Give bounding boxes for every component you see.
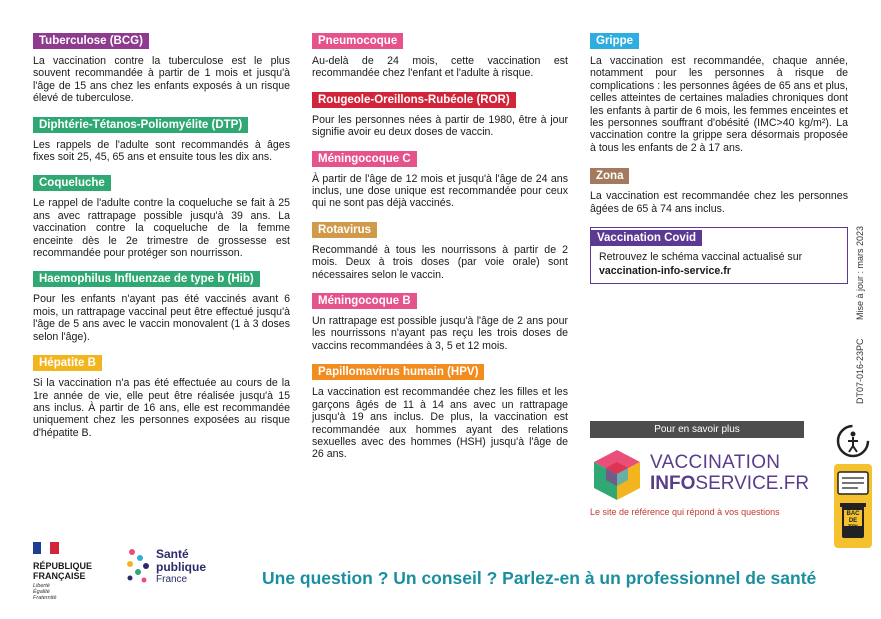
section-ror xyxy=(312,90,568,139)
covid-text xyxy=(591,246,847,283)
section-title: Grippe xyxy=(590,33,639,49)
section-text: Au-delà de 24 mois, cette vaccination est recommandée chez l'enfant et l'adulte à risque. xyxy=(312,55,568,80)
rf-motto xyxy=(33,583,92,601)
section-title: Hépatite B xyxy=(33,355,102,371)
section-dtp xyxy=(33,115,290,164)
section-title: Pneumocoque xyxy=(312,33,403,49)
section-coqueluche xyxy=(33,173,290,259)
section-title: Diphtérie-Tétanos-Poliomyélite (DTP) xyxy=(33,117,248,133)
document-code-vertical xyxy=(853,330,867,410)
logo-tagline: Le site de référence qui répond à vos questions xyxy=(590,507,780,517)
section-hpv xyxy=(312,362,568,460)
rf-motto1: Liberté xyxy=(33,583,50,589)
spf-line2: publique xyxy=(156,560,206,574)
spf-line1: Santé xyxy=(156,547,189,561)
section-title: Haemophilus Influenzae de type b (Hib) xyxy=(33,271,260,287)
section-meningocoque-c xyxy=(312,149,568,210)
cube-logo-icon xyxy=(590,448,644,502)
bac-de-tri-icon xyxy=(834,464,872,548)
section-title: Méningocoque C xyxy=(312,151,417,167)
bin-label: BAC DE TRI xyxy=(846,511,860,531)
section-text: Le rappel de l'adulte contre la coqueluche se fait à 25 ans avec rattrapage possible jusqu'à 39 ans. La vaccination contre la coqueluche de la femme enceinte dès le 2e trimestre de grossesse est recommandée pour protéger son nourrisson. xyxy=(33,197,290,260)
footer-question: Une question ? Un conseil ? Parlez-en à un professionnel de santé xyxy=(262,568,817,588)
section-text: Un rattrapage est possible jusqu'à l'âge de 2 ans pour les nourrissons n'ayant pas reçu les trois doses de vaccins recommandées à 3, 5 et 12 mois. xyxy=(312,315,568,352)
update-date-text: Mise à jour : mars 2023 xyxy=(855,225,865,320)
covid-title: Vaccination Covid xyxy=(591,230,702,246)
section-grippe xyxy=(590,31,848,154)
vaccination-info-service-logo[interactable] xyxy=(590,448,810,504)
update-date-vertical xyxy=(853,210,867,330)
logo-info: INFO xyxy=(650,473,696,494)
rf-line2: FRANÇAISE xyxy=(33,571,86,581)
section-title: Coqueluche xyxy=(33,175,111,191)
column-left xyxy=(33,31,290,449)
section-title: Rotavirus xyxy=(312,222,377,238)
spf-line3: France xyxy=(156,574,188,585)
section-title: Papillomavirus humain (HPV) xyxy=(312,364,484,380)
section-bcg xyxy=(33,31,290,105)
sante-publique-france-logo xyxy=(124,546,206,591)
section-hib xyxy=(33,269,290,343)
section-text: Si la vaccination n'a pas été effectuée au cours de la 1re année de vie, elle peut être réalisée jusqu'à 15 ans inclus. À partir de 16 ans, elle est recommandée uniquement chez les personnes exposées au risque d'hépatite B. xyxy=(33,377,290,439)
section-title: Tuberculose (BCG) xyxy=(33,33,149,49)
section-title: Rougeole-Oreillons-Rubéole (ROR) xyxy=(312,92,516,108)
section-zona xyxy=(590,166,848,215)
section-text: La vaccination est recommandée chez les personnes âgées de 65 à 74 ans inclus. xyxy=(590,190,848,215)
column-middle xyxy=(312,31,568,471)
recycling-icons xyxy=(834,422,874,548)
section-text: La vaccination contre la tuberculose est le plus souvent recommandée à partir de 1 mois et jusqu'à l'âge de 15 ans chez les enfants exposés à un risque élevé de tuberculose. xyxy=(33,55,290,105)
section-hepatite-b xyxy=(33,353,290,439)
republique-francaise-logo xyxy=(33,541,92,601)
covid-link[interactable]: vaccination-info-service.fr xyxy=(599,265,731,278)
rf-motto2: Égalité xyxy=(33,589,50,595)
section-meningocoque-b xyxy=(312,291,568,352)
section-text: Recommandé à tous les nourrissons à partir de 2 mois. Deux à trois doses (par voie orale) sont nécessaires selon le vaccin. xyxy=(312,243,568,281)
document-code-text: DT07-016-23PC xyxy=(855,338,865,404)
section-text: La vaccination est recommandée chez les filles et les garçons âgés de 11 à 14 ans avec un rattrapage jusqu'à 19 ans inclus. De plus, la vaccination est recommandée aux hommes ayant des relations sexuelles avec des hommes (HSH) jusqu'à l'âge de 26 ans. xyxy=(312,386,568,461)
section-rotavirus xyxy=(312,220,568,281)
section-text: La vaccination est recommandée, chaque année, notamment pour les personnes à risque de complications : les personnes âgées de 65 ans et plus, celles atteintes de certaines maladies chroniques dont les enfants à partir de 6 mois, les femmes enceintes et les personnes souffrant d'obésité (IMC>40 kg/m²). La vaccination contre la grippe sera désormais proposée à tous les enfants de 2 à 17 ans. xyxy=(590,55,848,154)
spf-dots-icon xyxy=(124,546,154,586)
logo-line1: VACCINATION xyxy=(650,452,781,473)
section-text: Pour les enfants n'ayant pas été vaccinés avant 6 mois, un rattrapage vaccinal peut être effectué jusqu'à l'âge de 5 ans avec le vaccin monovalent (1 à 3 doses selon l'âge). xyxy=(33,293,290,343)
column-right xyxy=(590,31,848,284)
logo-service: SERVICE.FR xyxy=(695,473,810,494)
section-text: À partir de l'âge de 12 mois et jusqu'à l'âge de 24 ans inclus, une dose unique est recommandée pour ceux qui ne sont pas déjà vaccinés. xyxy=(312,172,568,210)
marianne-flag-icon xyxy=(33,542,59,554)
covid-description: Retrouvez le schéma vaccinal actualisé sur xyxy=(599,251,803,264)
logo-line2 xyxy=(650,473,809,494)
covid-box xyxy=(590,227,848,284)
more-info-bar: Pour en savoir plus xyxy=(590,421,804,438)
section-title: Méningocoque B xyxy=(312,293,417,309)
rf-motto3: Fraternité xyxy=(33,595,57,601)
section-title: Zona xyxy=(590,168,629,184)
section-pneumocoque xyxy=(312,31,568,80)
rf-line1: RÉPUBLIQUE xyxy=(33,561,93,571)
section-text: Les rappels de l'adulte sont recommandés à âges fixes soit 25, 45, 65 ans et ensuite tous les dix ans. xyxy=(33,138,290,164)
spf-text xyxy=(156,548,236,586)
rf-name xyxy=(33,561,92,581)
section-text: Pour les personnes nées à partir de 1980, être à jour signifie avoir eu deux doses de vaccin. xyxy=(312,113,568,139)
logo-text xyxy=(650,452,809,494)
recycle-triman-icon xyxy=(834,422,872,460)
